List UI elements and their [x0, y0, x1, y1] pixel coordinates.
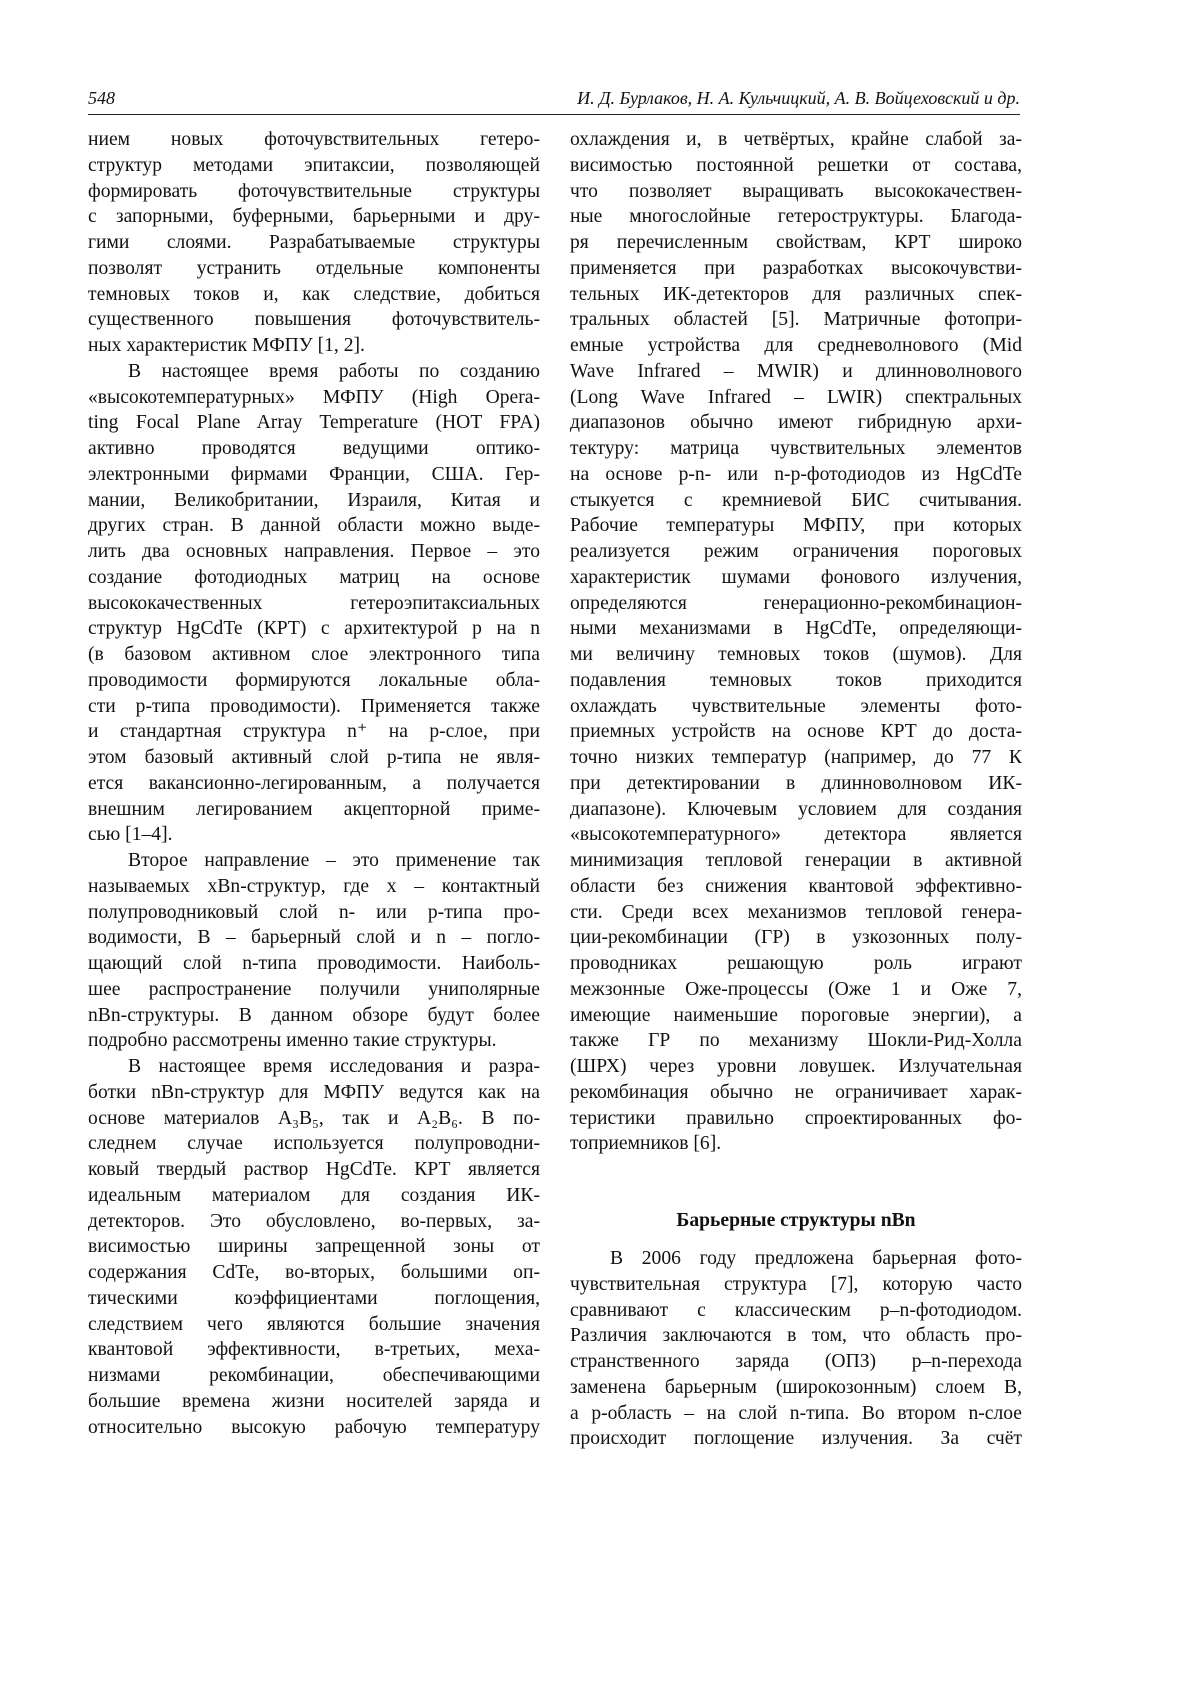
- text-line: сравнивают с классическим p–n-фотодиодом.: [570, 1298, 1022, 1324]
- text-line: внешним легированием акцепторной приме-: [88, 797, 540, 823]
- text-line: висимостью ширины запрещенной зоны от: [88, 1234, 540, 1260]
- text-line: ные многослойные гетероструктуры. Благода-: [570, 204, 1022, 230]
- text-line: теристики правильно спроектированных фо-: [570, 1106, 1022, 1132]
- text-line: при детектировании в длинноволновом ИК-: [570, 771, 1022, 797]
- spacer: [570, 1157, 1022, 1196]
- text-line: характеристик шумами фонового излучения,: [570, 565, 1022, 591]
- text-line: «высокотемпературного» детектора является: [570, 822, 1022, 848]
- text-line: структур HgCdTe (КРТ) с архитектурой p на n: [88, 616, 540, 642]
- text-line: сти p-типа проводимости). Применяется также: [88, 694, 540, 720]
- text-line: активно проводятся ведущими оптико-: [88, 436, 540, 462]
- text-line: В 2006 году предложена барьерная фото-: [570, 1246, 1022, 1272]
- text-line: Второе направление – это применение так: [88, 848, 540, 874]
- text-line: тельных ИК-детекторов для различных спек-: [570, 282, 1022, 308]
- text-line: гими слоями. Разрабатываемые структуры: [88, 230, 540, 256]
- text-line: полупроводниковый слой n- или p-типа про-: [88, 900, 540, 926]
- text-line: также ГР по механизму Шокли-Рид-Холла: [570, 1028, 1022, 1054]
- text-line: что позволяет выращивать высококачествен-: [570, 179, 1022, 205]
- text-line: темновых токов и, как следствие, добиться: [88, 282, 540, 308]
- text-line: применяется при разработках высокочувстви-: [570, 256, 1022, 282]
- text-line: проводимости формируются локальные обла-: [88, 668, 540, 694]
- text-line: области без снижения квантовой эффективно-: [570, 874, 1022, 900]
- text-line: позволят устранить отдельные компоненты: [88, 256, 540, 282]
- text-line: низмами рекомбинации, обеспечивающими: [88, 1363, 540, 1389]
- text-line: ботки nBn-структур для МФПУ ведутся как на: [88, 1080, 540, 1106]
- text-line: других стран. В данной области можно выде-: [88, 513, 540, 539]
- text-line: создание фотодиодных матриц на основе: [88, 565, 540, 591]
- text-line: (ШРХ) через уровни ловушек. Излучательная: [570, 1054, 1022, 1080]
- text-line: стыкуется с кремниевой БИС считывания.: [570, 488, 1022, 514]
- text-line: ковый твердый раствор HgCdTe. КРТ является: [88, 1157, 540, 1183]
- text-line: ции-рекомбинации (ГР) в узкозонных полу-: [570, 925, 1022, 951]
- text-line: лить два основных направления. Первое – это: [88, 539, 540, 565]
- text-line: на основе p-n- или n-p-фотодиодов из HgCdTe: [570, 462, 1022, 488]
- text-line: рекомбинация обычно не ограничивает харак-: [570, 1080, 1022, 1106]
- text-line: следствием чего являются большие значения: [88, 1312, 540, 1338]
- text-line: а p-область – на слой n-типа. Во втором n-слое: [570, 1401, 1022, 1427]
- text-line: основе материалов A₃B₅, так и A₂B₆. В по-: [88, 1106, 540, 1132]
- text-line: сью [1–4].: [88, 822, 540, 848]
- text-line: заменена барьерным (широкозонным) слоем B,: [570, 1375, 1022, 1401]
- text-line: следнем случае используется полупроводни-: [88, 1131, 540, 1157]
- text-line: В настоящее время работы по созданию: [88, 359, 540, 385]
- text-line: высококачественных гетероэпитаксиальных: [88, 591, 540, 617]
- text-line: точно низких температур (например, до 77 К: [570, 745, 1022, 771]
- text-line: В настоящее время исследования и разра-: [88, 1054, 540, 1080]
- text-line: ting Focal Plane Array Temperature (HOT FPA): [88, 410, 540, 436]
- text-line: существенного повышения фоточувствитель-: [88, 307, 540, 333]
- running-header: [88, 84, 1020, 115]
- text-line: определяются генерационно-рекомбинацион-: [570, 591, 1022, 617]
- text-line: с запорными, буферными, барьерными и дру-: [88, 204, 540, 230]
- text-line: водимости, B – барьерный слой и n – погло-: [88, 925, 540, 951]
- text-line: мании, Великобритании, Израиля, Китая и: [88, 488, 540, 514]
- text-line: nBn-структуры. В данном обзоре будут более: [88, 1003, 540, 1029]
- text-line: емные устройства для средневолнового (Mid: [570, 333, 1022, 359]
- text-line: чувствительная структура [7], которую часто: [570, 1272, 1022, 1298]
- text-line: шее распространение получили униполярные: [88, 977, 540, 1003]
- text-line: странственного заряда (ОПЗ) p–n-перехода: [570, 1349, 1022, 1375]
- text-line: висимостью постоянной решетки от состава,: [570, 153, 1022, 179]
- text-line: приемных устройств на основе КРТ до доста-: [570, 719, 1022, 745]
- text-line: нием новых фоточувствительных гетеро-: [88, 127, 540, 153]
- text-line: Различия заключаются в том, что область про-: [570, 1323, 1022, 1349]
- text-line: подавления темновых токов приходится: [570, 668, 1022, 694]
- text-line: (Long Wave Infrared – LWIR) спектральных: [570, 385, 1022, 411]
- text-line: имеющие наименьшие пороговые энергии), а: [570, 1003, 1022, 1029]
- text-line: диапазонов обычно имеют гибридную архи-: [570, 410, 1022, 436]
- text-line: проводниках решающую роль играют: [570, 951, 1022, 977]
- text-line: содержания CdTe, во-вторых, большими оп-: [88, 1260, 540, 1286]
- text-line: структур методами эпитаксии, позволяющей: [88, 153, 540, 179]
- text-line: ных характеристик МФПУ [1, 2].: [88, 333, 540, 359]
- text-line: Рабочие температуры МФПУ, при которых: [570, 513, 1022, 539]
- text-line: «высокотемпературных» МФПУ (High Opera-: [88, 385, 540, 411]
- text-line: щающий слой n-типа проводимости. Наиболь-: [88, 951, 540, 977]
- running-header-authors: И. Д. Бурлаков, Н. А. Кульчицкий, А. В. Войцеховский и др.: [577, 88, 1020, 109]
- text-line: тральных областей [5]. Матричные фотопри-: [570, 307, 1022, 333]
- text-line: межзонные Оже-процессы (Оже 1 и Оже 7,: [570, 977, 1022, 1003]
- text-line: ется вакансионно-легированным, а получается: [88, 771, 540, 797]
- text-line: диапазоне). Ключевым условием для создания: [570, 797, 1022, 823]
- text-line: большие времена жизни носителей заряда и: [88, 1389, 540, 1415]
- text-line: происходит поглощение излучения. За счёт: [570, 1426, 1022, 1452]
- text-line: (в базовом активном слое электронного типа: [88, 642, 540, 668]
- text-line: реализуется режим ограничения пороговых: [570, 539, 1022, 565]
- text-line: сти. Среди всех механизмов тепловой генера-: [570, 900, 1022, 926]
- text-line: минимизация тепловой генерации в активной: [570, 848, 1022, 874]
- left-column: [88, 127, 540, 1440]
- text-line: детекторов. Это обусловлено, во-первых, за-: [88, 1209, 540, 1235]
- text-line: Wave Infrared – MWIR) и длинноволнового: [570, 359, 1022, 385]
- text-line: электронными фирмами Франции, США. Гер-: [88, 462, 540, 488]
- text-line: и стандартная структура n⁺ на p-слое, при: [88, 719, 540, 745]
- text-line: подробно рассмотрены именно такие структуры.: [88, 1028, 540, 1054]
- text-line: квантовой эффективности, в-третьих, меха-: [88, 1337, 540, 1363]
- text-line: этом базовый активный слой p-типа не явля-: [88, 745, 540, 771]
- text-line: топриемников [6].: [570, 1131, 1022, 1157]
- text-line: ря перечисленным свойствам, КРТ широко: [570, 230, 1022, 256]
- page-number: 548: [88, 88, 115, 109]
- text-line: ными механизмами в HgCdTe, определяющи-: [570, 616, 1022, 642]
- text-line: относительно высокую рабочую температуру: [88, 1415, 540, 1441]
- text-line: называемых xBn-структур, где x – контактный: [88, 874, 540, 900]
- text-line: охлаждения и, в четвёртых, крайне слабой за-: [570, 127, 1022, 153]
- text-line: охлаждать чувствительные элементы фото-: [570, 694, 1022, 720]
- text-line: формировать фоточувствительные структуры: [88, 179, 540, 205]
- right-column: [570, 127, 1022, 1452]
- text-line: тектуру: матрица чувствительных элементов: [570, 436, 1022, 462]
- text-line: тическими коэффициентами поглощения,: [88, 1286, 540, 1312]
- section-heading: Барьерные структуры nBn: [570, 1196, 1022, 1246]
- text-line: ми величину темновых токов (шумов). Для: [570, 642, 1022, 668]
- text-line: идеальным материалом для создания ИК-: [88, 1183, 540, 1209]
